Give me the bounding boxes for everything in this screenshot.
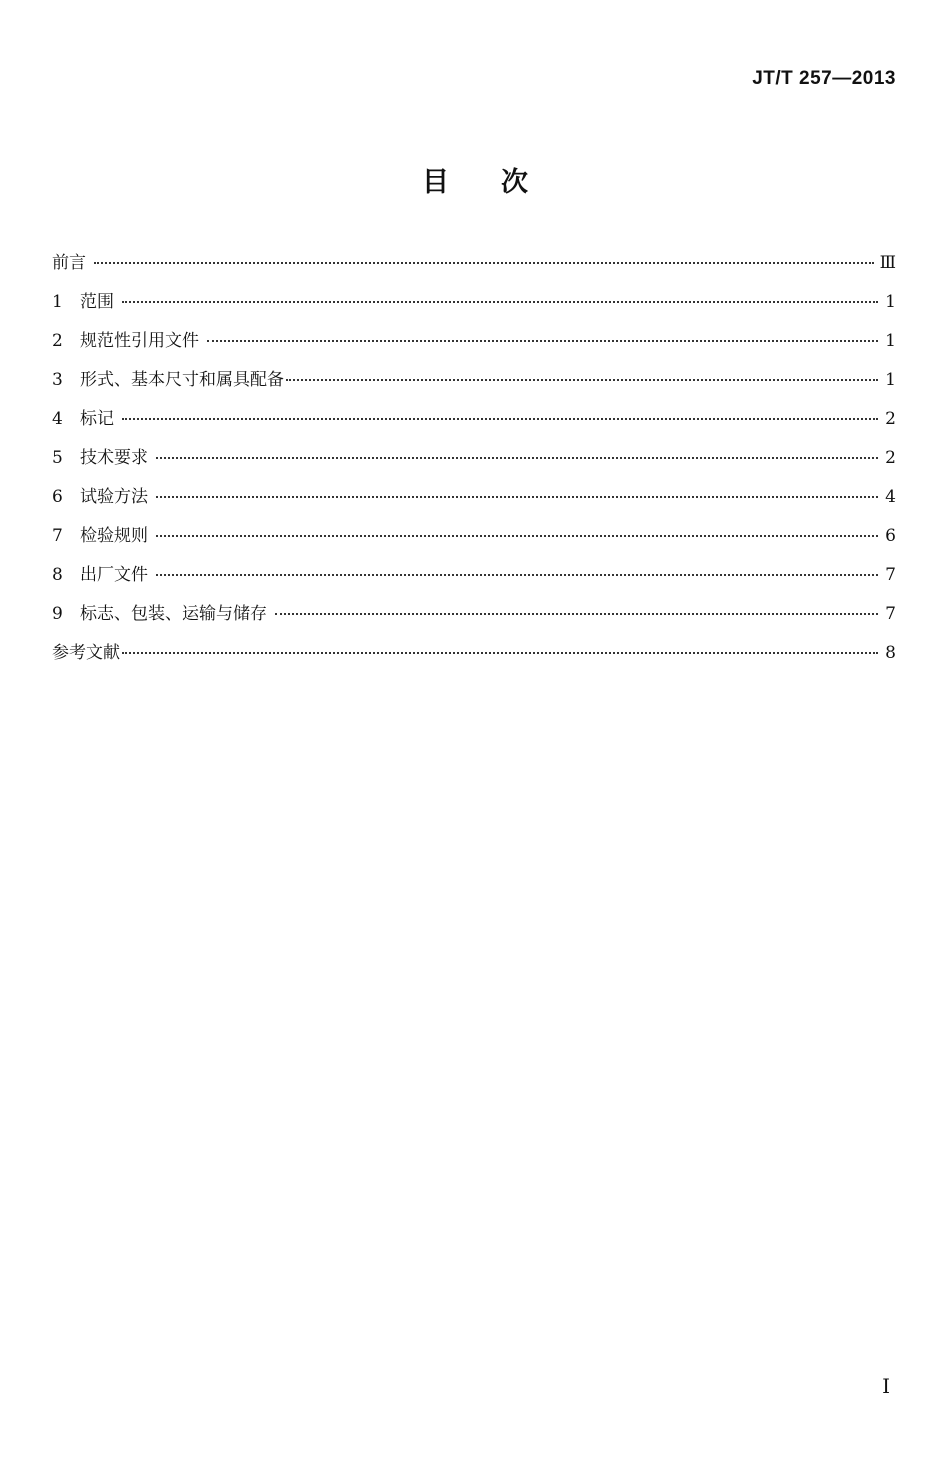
toc-entry-number: 4 (52, 409, 63, 429)
document-code: JT/T 257—2013 (752, 68, 896, 89)
toc-entry-4[interactable] (52, 404, 896, 443)
toc-entry-5[interactable] (52, 443, 896, 482)
toc-entry-number: 3 (52, 370, 63, 390)
toc-leader-dots (122, 652, 878, 654)
toc-leader-dots (122, 301, 878, 303)
toc-entry-3[interactable] (52, 365, 896, 404)
toc-leader-dots (156, 574, 878, 576)
toc-entry-label: 出厂文件 (80, 565, 148, 585)
toc-entry-2[interactable] (52, 326, 896, 365)
toc-entry-label: 参考文献 (52, 643, 120, 663)
toc-entry-page: 7 (885, 604, 896, 624)
toc-entry-page: Ⅲ (879, 253, 896, 273)
toc-entry-number: 5 (52, 448, 63, 468)
toc-entry-page: 1 (885, 292, 896, 312)
toc-entry-number: 7 (52, 526, 63, 546)
toc-entry-page: 6 (885, 526, 896, 546)
toc-entry-page: 7 (885, 565, 896, 585)
toc-entry-number: 1 (52, 292, 63, 312)
toc-entry-page: 4 (885, 487, 896, 507)
toc-entry-label: 规范性引用文件 (80, 331, 199, 351)
toc-leader-dots (122, 418, 878, 420)
toc-entry-label: 技术要求 (80, 448, 148, 468)
toc-entry-page: 1 (885, 331, 896, 351)
toc-entry-label: 检验规则 (80, 526, 148, 546)
toc-entry-page: 1 (885, 370, 896, 390)
toc-leader-dots (207, 340, 878, 342)
toc-entry-page: 2 (885, 448, 896, 468)
toc-entry-label: 范围 (80, 292, 114, 312)
page-number: I (882, 1374, 890, 1398)
toc-leader-dots (94, 262, 874, 264)
toc-list (52, 248, 896, 677)
toc-entry-page: 2 (885, 409, 896, 429)
toc-entry-number: 2 (52, 331, 63, 351)
toc-entry-number: 6 (52, 487, 63, 507)
toc-entry-label: 标志、包装、运输与储存 (80, 604, 267, 624)
toc-entry-number: 9 (52, 604, 63, 624)
toc-entry-foreword[interactable] (52, 248, 896, 287)
toc-entry-label: 形式、基本尺寸和属具配备 (80, 370, 284, 390)
toc-entry-9[interactable] (52, 599, 896, 638)
toc-leader-dots (275, 613, 878, 615)
toc-entry-label: 前言 (52, 253, 86, 273)
toc-entry-bibliography[interactable] (52, 638, 896, 677)
toc-entry-1[interactable] (52, 287, 896, 326)
toc-leader-dots (156, 496, 878, 498)
toc-title: 目次 (422, 167, 580, 198)
toc-entry-8[interactable] (52, 560, 896, 599)
toc-entry-6[interactable] (52, 482, 896, 521)
toc-leader-dots (156, 457, 878, 459)
toc-entry-7[interactable] (52, 521, 896, 560)
toc-leader-dots (286, 379, 878, 381)
toc-entry-number: 8 (52, 565, 63, 585)
toc-entry-label: 试验方法 (80, 487, 148, 507)
toc-entry-label: 标记 (80, 409, 114, 429)
toc-leader-dots (156, 535, 878, 537)
toc-entry-page: 8 (885, 643, 896, 663)
